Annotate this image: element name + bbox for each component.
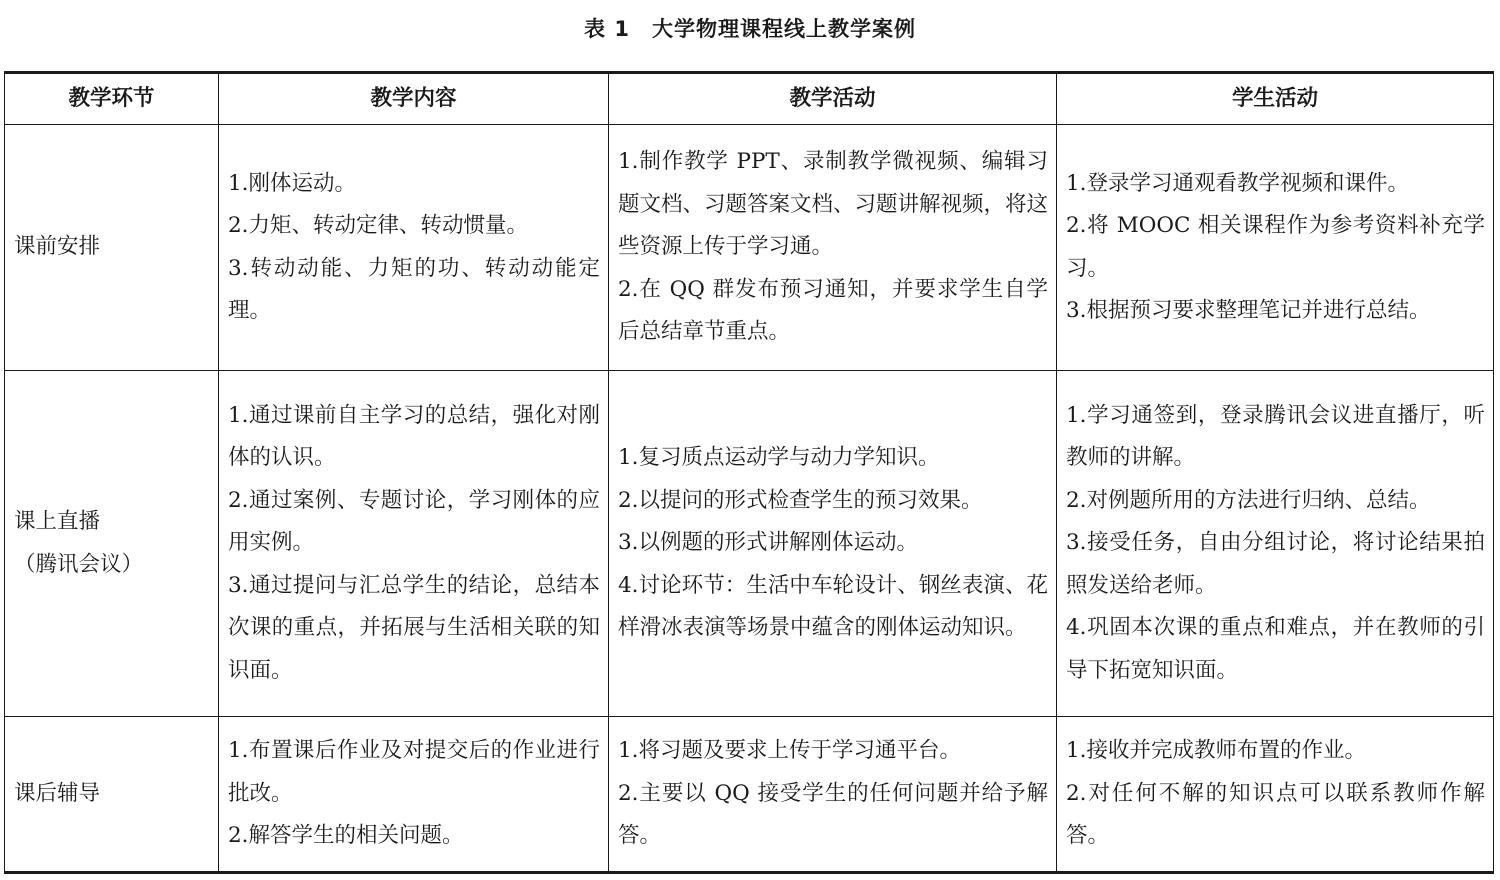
teacher-activity-cell xyxy=(609,371,1057,717)
student-activity-item: 2.将 MOOC 相关课程作为参考资料补充学习。 xyxy=(1066,213,1485,281)
content-item: 2.力矩、转动定律、转动惯量。 xyxy=(228,213,529,238)
teacher-activity-item: 4.讨论环节：生活中车轮设计、钢丝表演、花样滑冰表演等场景中蕴含的刚体运动知识。 xyxy=(618,572,1048,641)
stage-label: 课前安排 xyxy=(14,234,101,260)
stage-label: 课上直播 xyxy=(14,509,101,534)
student-activity-item: 3.接受任务，自由分组讨论，将讨论结果拍照发送给老师。 xyxy=(1066,530,1485,598)
table-title: 大学物理课程线上教学案例 xyxy=(651,17,916,41)
teacher-activity-item: 2.以提问的形式检查学生的预习效果。 xyxy=(618,487,983,513)
content-item: 1.通过课前自主学习的总结，强化对刚体的认识。 xyxy=(228,402,600,471)
student-activity-item: 4.巩固本次课的重点和难点，并在教师的引导下拓宽知识面。 xyxy=(1066,615,1485,683)
student-activity-item: 3.根据预习要求整理笔记并进行总结。 xyxy=(1066,298,1431,323)
content-item: 3.通过提问与汇总学生的结论，总结本次课的重点，并拓展与生活相关联的知识面。 xyxy=(228,572,600,683)
student-activity-item: 1.学习通签到，登录腾讯会议进直播厅，听教师的讲解。 xyxy=(1066,402,1485,471)
table-row xyxy=(5,125,1494,371)
student-activity-cell xyxy=(1057,125,1494,371)
teacher-activity-cell xyxy=(609,125,1057,371)
stage-label: 课后辅导 xyxy=(14,780,101,806)
teacher-activity-item: 2.在 QQ 群发布预习通知，并要求学生自学后总结章节重点。 xyxy=(618,276,1048,345)
stage-cell xyxy=(5,125,219,371)
student-activity-item: 2.对例题所用的方法进行归纳、总结。 xyxy=(1066,487,1431,513)
content-item: 1.刚体运动。 xyxy=(228,170,357,196)
teaching-case-table xyxy=(4,71,1494,874)
header-content: 教学内容 xyxy=(219,73,609,125)
header-teacher-activity: 教学活动 xyxy=(609,73,1057,125)
stage-cell xyxy=(5,717,219,873)
teacher-activity-item: 1.将习题及要求上传于学习通平台。 xyxy=(618,738,962,764)
teacher-activity-item: 1.制作教学 PPT、录制教学微视频、编辑习题文档、习题答案文档、习题讲解视频，将这些资源上传于学习通。 xyxy=(618,149,1049,260)
stage-platform: （腾讯会议） xyxy=(14,551,144,577)
header-stage: 教学环节 xyxy=(5,73,219,125)
teacher-activity-item: 3.以例题的形式讲解刚体运动。 xyxy=(618,530,919,556)
teacher-activity-item: 2.主要以 QQ 接受学生的任何问题并给予解答。 xyxy=(618,780,1048,849)
table-row xyxy=(5,371,1494,717)
table-header-row xyxy=(5,73,1494,125)
student-activity-cell xyxy=(1057,371,1494,717)
content-item: 2.通过案例、专题讨论，学习刚体的应用实例。 xyxy=(228,487,600,556)
table-row xyxy=(5,717,1494,873)
content-cell xyxy=(219,125,609,371)
teacher-activity-cell xyxy=(609,717,1057,873)
student-activity-item: 1.接收并完成教师布置的作业。 xyxy=(1066,738,1367,764)
content-cell xyxy=(219,717,609,873)
content-cell xyxy=(219,371,609,717)
table-number: 表 1 xyxy=(584,17,630,41)
table-caption xyxy=(0,14,1500,44)
content-item: 2.解答学生的相关问题。 xyxy=(228,823,464,849)
teacher-activity-item: 1.复习质点运动学与动力学知识。 xyxy=(618,445,940,471)
content-item: 3.转动动能、力矩的功、转动动能定理。 xyxy=(228,255,600,323)
header-student-activity: 学生活动 xyxy=(1057,73,1494,125)
student-activity-item: 2.对任何不解的知识点可以联系教师作解答。 xyxy=(1066,780,1485,849)
student-activity-item: 1.登录学习通观看教学视频和课件。 xyxy=(1066,170,1410,196)
content-item: 1.布置课后作业及对提交后的作业进行批改。 xyxy=(228,738,600,806)
student-activity-cell xyxy=(1057,717,1494,873)
stage-cell xyxy=(5,371,219,717)
